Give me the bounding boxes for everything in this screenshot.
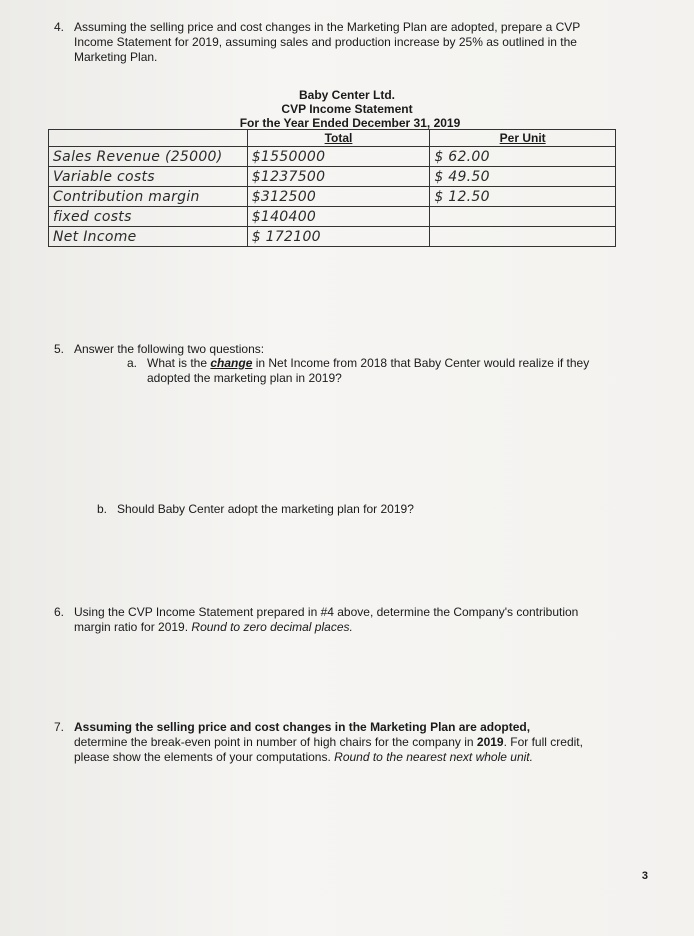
row-label[interactable]: Sales Revenue (25000): [49, 147, 248, 167]
row-per-unit[interactable]: $ 12.50: [430, 187, 616, 207]
cvp-income-statement-table: [48, 129, 616, 247]
question-4-line-2: Income Statement for 2019, assuming sales and production increase by 25% as outlined in the: [74, 35, 577, 49]
statement-title: CVP Income Statement: [281, 102, 413, 116]
question-4-line-1: Assuming the selling price and cost changes in the Marketing Plan are adopted, prepare a CVP: [74, 20, 581, 34]
row-label[interactable]: fixed costs: [49, 207, 248, 227]
row-label[interactable]: Net Income: [49, 227, 248, 247]
question-5-intro: Answer the following two questions:: [74, 342, 265, 356]
table-header-row: [49, 130, 616, 147]
row-label[interactable]: Contribution margin: [49, 187, 248, 207]
header-total: Total: [247, 130, 430, 147]
question-5a-label: a.: [127, 356, 138, 370]
question-7-line-2: determine the break-even point in number of high chairs for the company in 2019. For full credit,: [74, 735, 583, 749]
question-5-number: 5.: [54, 342, 65, 356]
row-total[interactable]: $140400: [247, 207, 430, 227]
page-number: 3: [641, 870, 648, 882]
table-row: [49, 167, 616, 187]
row-total[interactable]: $312500: [247, 187, 430, 207]
row-per-unit[interactable]: [430, 207, 616, 227]
table-row: [49, 207, 616, 227]
table-row: [49, 147, 616, 167]
question-6-number: 6.: [54, 605, 65, 619]
row-per-unit[interactable]: $ 62.00: [430, 147, 616, 167]
statement-period: For the Year Ended December 31, 2019: [239, 116, 461, 130]
question-5a-line-2: adopted the marketing plan in 2019?: [147, 371, 342, 385]
row-total[interactable]: $1550000: [247, 147, 430, 167]
question-4-number: 4.: [54, 20, 65, 34]
row-total[interactable]: $ 172100: [247, 227, 430, 247]
question-6-line-1: Using the CVP Income Statement prepared in #4 above, determine the Company's contribution: [74, 605, 579, 619]
question-4-line-3: Marketing Plan.: [74, 50, 158, 64]
row-per-unit[interactable]: $ 49.50: [430, 167, 616, 187]
question-6-line-2: margin ratio for 2019. Round to zero decimal places.: [74, 620, 353, 634]
header-blank: [49, 130, 248, 147]
question-7-line-3: please show the elements of your computations. Round to the nearest next whole unit.: [74, 750, 533, 764]
question-7-line-1: Assuming the selling price and cost changes in the Marketing Plan are adopted,: [74, 720, 531, 734]
emphasis-change: change: [210, 356, 253, 370]
header-per-unit: Per Unit: [430, 130, 616, 147]
table-row: [49, 187, 616, 207]
row-label[interactable]: Variable costs: [49, 167, 248, 187]
question-5b-label: b.: [97, 502, 108, 516]
company-name: Baby Center Ltd.: [298, 88, 395, 102]
row-per-unit[interactable]: [430, 227, 616, 247]
question-7-number: 7.: [54, 720, 65, 734]
question-5a-line-1: What is the change in Net Income from 2018 that Baby Center would realize if they: [147, 356, 590, 370]
table-row: [49, 227, 616, 247]
row-total[interactable]: $1237500: [247, 167, 430, 187]
question-5b-text: Should Baby Center adopt the marketing plan for 2019?: [117, 502, 414, 516]
